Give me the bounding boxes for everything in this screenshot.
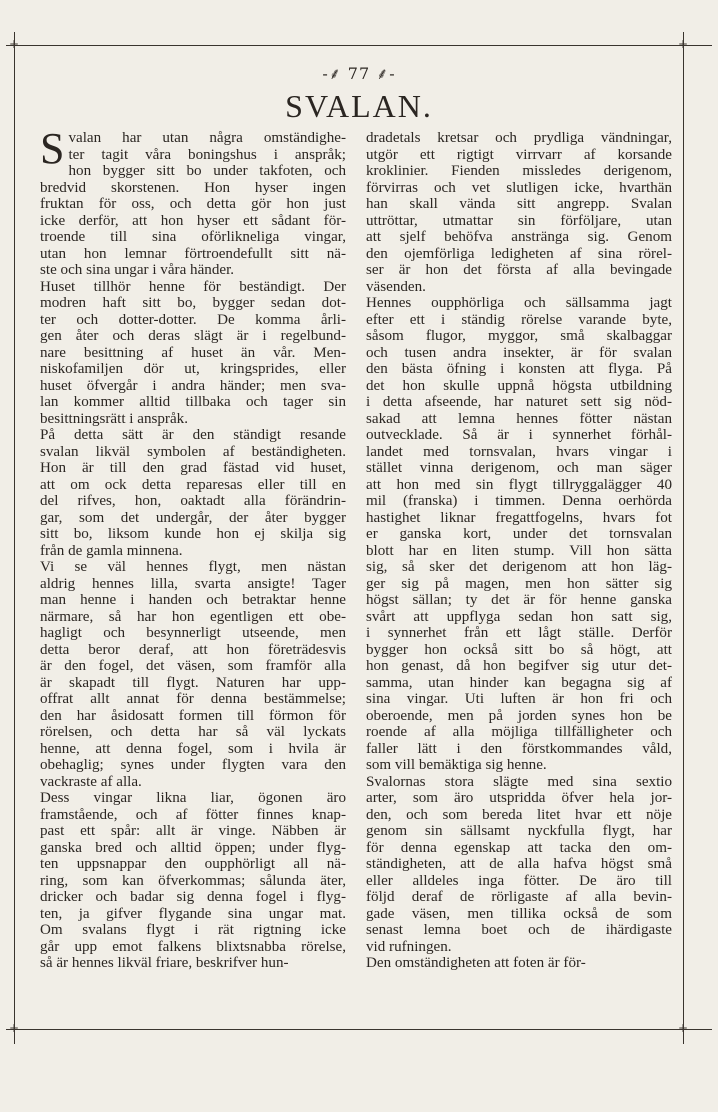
text-line: ger sig på magen, men hon sätter sig <box>366 575 672 592</box>
text-line: hon bygger sitt bo under takfoten, och <box>68 163 346 179</box>
text-line: såsom flugor, myggor, små skalbaggar <box>366 328 672 344</box>
text-line: obehaglig; synes under flygten vara den <box>40 757 346 773</box>
crop-mark-icon: + <box>9 1021 20 1035</box>
text-line: svårt att uppflyga sedan hon satt sig, <box>366 608 672 625</box>
text-line: uttröttar, utmattar sin förföljare, utan <box>366 212 672 229</box>
text-line: dradetals kretsar och prydliga vändningar, <box>366 130 672 146</box>
text-line: Dess vingar likna liar, ögonen äro <box>40 790 346 806</box>
text-line: framstående, och af fötter finnes knap- <box>40 806 346 823</box>
text-line: vackraste af alla. <box>40 773 142 790</box>
text-line: för denna egenskap att tacka den om- <box>366 839 672 856</box>
text-line: niskofamiljen dör ut, kringsprides, eller <box>40 361 346 377</box>
text-line: ten, ja gifver flygande sina ungar mat. <box>40 905 346 922</box>
text-line: senast lemna boet och de ihärdigaste <box>366 922 672 938</box>
text-line: ser är hon det första af alla bevingade <box>366 262 672 278</box>
text-line: Svalornas stora slägte med sina sextio <box>366 773 672 790</box>
text-line: ten uppsnappar den oupphörligt all nä- <box>40 856 346 872</box>
text-line: förvirras och vet slutligen icke, hvarthän <box>366 179 672 196</box>
text-line: ter tagit våra boningshus i anspråk; <box>68 146 346 163</box>
text-line: i synnerhet från ett lågt ställe. Derför <box>366 625 672 641</box>
left-rule <box>14 32 15 1044</box>
text-line: modren haft sitt bo, bygger sedan dot- <box>40 295 346 311</box>
bottom-rule <box>6 1029 712 1030</box>
text-line: eller alldeles inga fötter. De äro till <box>366 872 672 889</box>
text-line: ring, som kan öfverkommas; sålunda äter, <box>40 872 346 889</box>
text-line: Hennes oupphörliga och sällsamma jagt <box>366 295 672 311</box>
text-line: gade väsen, men tillika också de som <box>366 905 672 922</box>
text-line: går upp emot falkens blixtsnabba rörelse, <box>40 938 346 955</box>
text-line: hagligt och besynnerligt utseende, men <box>40 625 346 641</box>
text-line: detta beror deraf, att hon företrädesvis <box>40 641 346 658</box>
text-line: gar, som det undergår, der åter bygger <box>40 509 346 526</box>
text-line: svalan likväl symbolen af beständigheten. <box>40 443 346 460</box>
text-line: besittningsrätt i anspråk. <box>40 410 188 427</box>
text-line: den ojemförliga ledigheten af sina rörel- <box>366 245 672 262</box>
text-line: ter och dotter-dotter. De komma årli- <box>40 311 346 328</box>
text-line: mil (franska) i timmen. Denna oerhörda <box>366 493 672 509</box>
crop-mark-icon: + <box>9 37 20 51</box>
text-line: det hon skulle uppnå högsta utbildning <box>366 377 672 394</box>
text-line: landet med tornsvalan, hvars vingar i <box>366 443 672 460</box>
text-line: så är hennes likväl friare, beskrifver hun- <box>40 955 289 971</box>
text-line: gen åter och deras slägt är i regelbund- <box>40 328 346 344</box>
crop-mark-icon: + <box>678 1021 689 1035</box>
text-line: Om svalans flygt i rät rigtning icke <box>40 922 346 938</box>
page-title: SVALAN. <box>285 88 433 124</box>
text-line: följd deraf de rörligaste af alla bevin- <box>366 889 672 905</box>
text-line: ganska bred och alltid öppen; under flyg- <box>40 839 346 856</box>
text-line: man henne i handen och betraktar henne <box>40 592 346 608</box>
crop-mark-icon: + <box>678 37 689 51</box>
text-line: dricker och badar sig denna fogel i flyg- <box>40 889 346 905</box>
text-line: rörelsen, och detta har så väl lyckats <box>40 724 346 740</box>
text-line: oberoende, men på jorden synes hon be <box>366 707 672 724</box>
drop-cap: S <box>40 124 65 173</box>
text-line: är den fogel, det väsen, som framför alla <box>40 658 346 674</box>
text-line: bygger hon också sitt bo så högt, att <box>366 641 672 658</box>
text-line: den har åsidosatt formen till förmon för <box>40 707 346 724</box>
text-line: Hon är till den grad fästad vid huset, <box>40 460 346 476</box>
text-line: sig, så sker det derigenom att hon läg- <box>366 559 672 575</box>
text-line: past ett spår: allt är vinge. Näbben är <box>40 823 346 839</box>
text-line: icke derför, att hon hyser ett sådant för- <box>40 212 346 229</box>
text-line: från de gamla minnena. <box>40 542 183 559</box>
text-line: sitt bo, liksom kunde hon ej skilja sig <box>40 526 346 542</box>
text-line: faller lätt i den förstkommandes våld, <box>366 740 672 757</box>
text-line: valan har utan några omständighe- <box>68 130 346 146</box>
text-line: bredvid skorstenen. Hon hyser ingen <box>40 179 346 196</box>
text-line: som vill bemäktiga sig henne. <box>366 757 547 773</box>
text-line: och tusen andra insekter, är för svalan <box>366 344 672 361</box>
text-line: henne, att denna fogel, som i hvila är <box>40 740 346 757</box>
right-column <box>366 130 672 972</box>
text-line: att hon med sin flygt tillryggalägger 40 <box>366 476 672 493</box>
text-line: utan hon lemnar förtroendefullt sitt nä- <box>40 245 346 262</box>
text-line: att om ock detta reparesas eller till en <box>40 476 346 493</box>
text-line: utgör ett rigtigt virrvarr af korsande <box>366 146 672 163</box>
text-line: hastighet liknar fregattfogelns, hvars fot <box>366 509 672 526</box>
text-line: lan kommer alltid tillbaka och tager sin <box>40 394 346 410</box>
text-line: er ganska kort, under det tornsvalan <box>366 526 672 542</box>
right-rule <box>683 32 684 1044</box>
text-line: vid rufningen. <box>366 938 452 955</box>
text-line: han skall vända sitt angrepp. Svalan <box>366 196 672 212</box>
text-line: troende till sina oförlikneliga vingar, <box>40 229 346 245</box>
text-line: ständigheten, att de alla hafva högst små <box>366 856 672 872</box>
text-line: i detta afseende, har naturet sett sig nöd- <box>366 394 672 410</box>
text-line: arter, som äro utspridda öfver hela jor- <box>366 790 672 806</box>
text-line: Huset tillhör henne för beständigt. Der <box>40 278 346 295</box>
top-rule <box>6 45 712 46</box>
text-line: stället vinna derigenom, och man säger <box>366 460 672 476</box>
text-line: närmare, så har hon egentligen ett obe- <box>40 608 346 625</box>
text-line: sina vingar. Uti luften är hon fri och <box>366 691 672 707</box>
text-line: På detta sätt är den ständigt resande <box>40 427 346 443</box>
text-line: hon genast, då hon begifver sig utur det- <box>366 658 672 674</box>
text-line: kroklinier. Fienden missledes derigenom, <box>366 163 672 179</box>
text-line: aldrig hennes lilla, svarta ansigte! Tager <box>40 575 346 592</box>
text-line: del rifves, hon, oaktadt alla förändrin- <box>40 493 346 509</box>
text-line: samma, utan hinder kan begagna sig af <box>366 674 672 691</box>
text-line: outvecklade. Så är i synnerhet förhål- <box>366 427 672 443</box>
text-line: blott har en liten stump. Vill hon sätta <box>366 542 672 559</box>
text-line: sakad att lemna hennes fötter nästan <box>366 410 672 427</box>
page-number: -⸙ 77 ⸙- <box>322 64 396 83</box>
text-line: ste och sina ungar i våra händer. <box>40 262 235 278</box>
text-line: den bästa öfning i konsten att flyga. På <box>366 361 672 377</box>
left-column <box>40 124 346 972</box>
text-line: huset öfvergår i andra händer; men sva- <box>40 377 346 394</box>
text-line: efter ett i ständig rörelse varande byte, <box>366 311 672 328</box>
text-line: väsenden. <box>366 278 426 295</box>
text-line: genom sin sällsamt nyckfulla flygt, har <box>366 823 672 839</box>
text-line: högst sällan; ty det är för henne ganska <box>366 592 672 608</box>
text-line: den, och som bereda litet hvar ett nöje <box>366 806 672 823</box>
text-line: fruktan för oss, och detta gör hon just <box>40 196 346 212</box>
text-line: nare besittning af huset än vår. Men- <box>40 344 346 361</box>
text-line: Den omständigheten att foten är för- <box>366 955 586 971</box>
text-line: roende af alla möjliga tillfälligheter och <box>366 724 672 740</box>
text-line: är skapadt till flygt. Naturen har upp- <box>40 674 346 691</box>
text-line: offrat allt annat för denna bestämmelse; <box>40 691 346 707</box>
text-line: att sjelf behöfva anstränga sig. Genom <box>366 229 672 245</box>
text-line: Vi se väl hennes flygt, men nästan <box>40 559 346 575</box>
